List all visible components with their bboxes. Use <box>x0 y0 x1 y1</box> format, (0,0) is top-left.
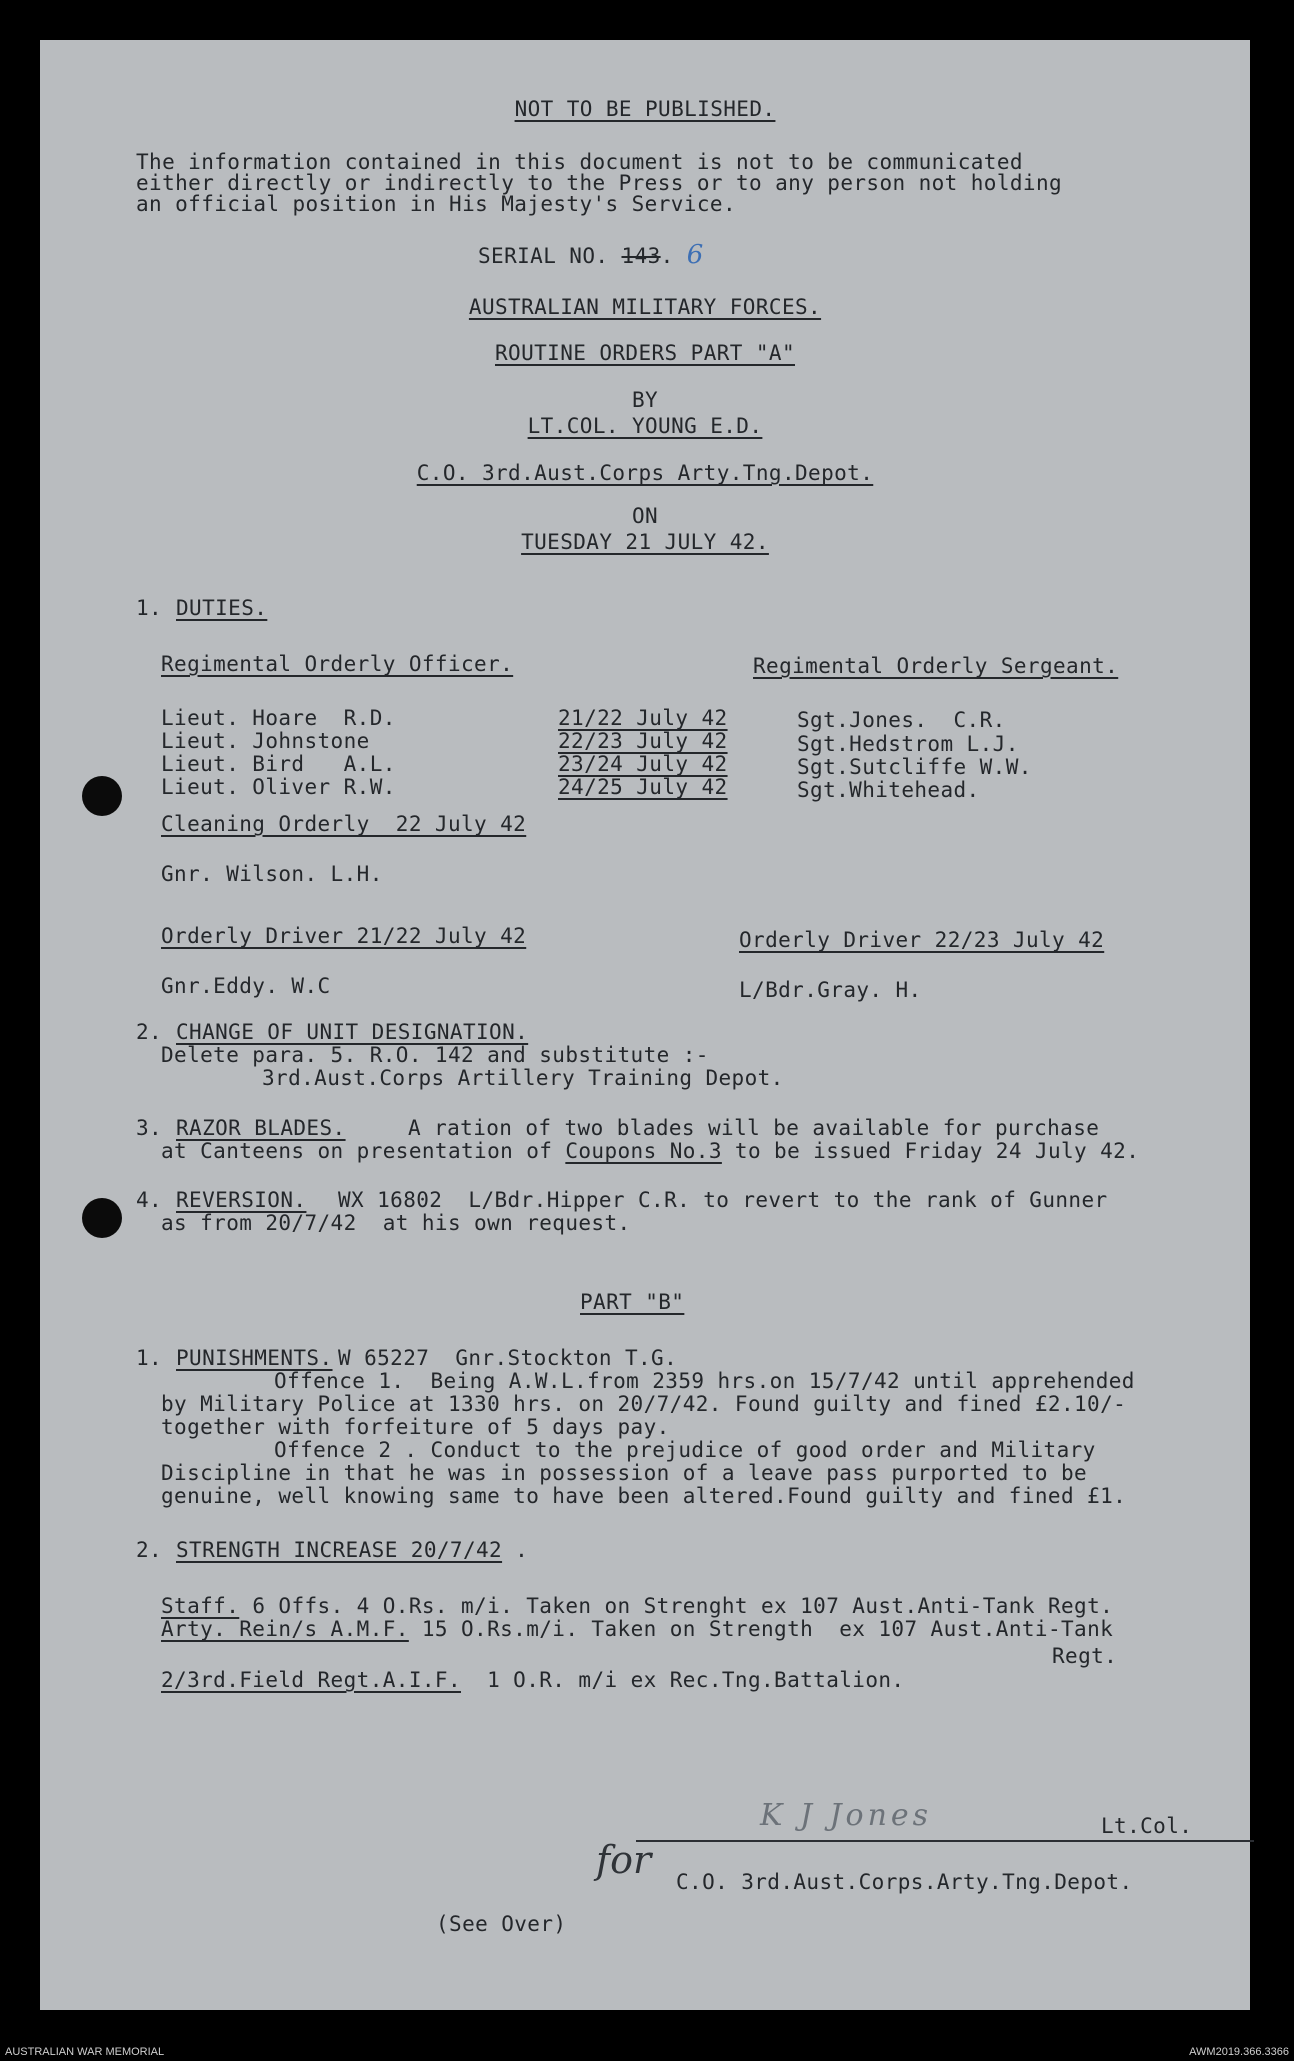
for-mark: for <box>596 1838 652 1882</box>
change-designation-text: 3rd.Aust.Corps Artillery Training Depot. <box>262 1066 784 1090</box>
item-number: 3. <box>136 1116 163 1140</box>
punishments-heading: PUNISHMENTS. <box>176 1346 333 1370</box>
see-over-note: (See Over) <box>436 1912 567 1936</box>
punishment-line: by Military Police at 1330 hrs. on 20/7/42. Found guilty and fined £2.10/- <box>161 1392 1127 1416</box>
cleaning-orderly-heading: Cleaning Orderly 22 July 42 <box>161 812 527 836</box>
razor-blades-text: at Canteens on presentation of Coupons No.3 to be issued Friday 24 July 42. <box>161 1139 1140 1163</box>
arty-strength-line-cont: Regt. <box>1052 1644 1118 1668</box>
not-published-heading: NOT TO BE PUBLISHED. <box>514 97 776 121</box>
orderly-officer-name: Lieut. Hoare R.D. <box>161 706 396 730</box>
orderly-officer-name: Lieut. Oliver R.W. <box>161 775 396 799</box>
signatory-rank: Lt.Col. <box>1101 1814 1193 1838</box>
orderly-officer-name: Lieut. Johnstone <box>161 729 370 753</box>
orderly-driver-heading: Orderly Driver 21/22 July 42 <box>161 924 527 948</box>
orderly-officer-heading: Regimental Orderly Officer. <box>161 652 514 676</box>
notice-line: either directly or indirectly to the Press or to any person not holding <box>136 171 1063 195</box>
coupons-reference: Coupons No.3 <box>565 1139 722 1163</box>
duty-dates: 22/23 July 42 <box>558 729 728 753</box>
duty-dates: 21/22 July 42 <box>558 706 728 730</box>
orderly-driver-heading: Orderly Driver 22/23 July 42 <box>739 928 1105 952</box>
orders-date: TUESDAY 21 JULY 42. <box>521 530 769 554</box>
punch-hole <box>82 776 122 816</box>
archive-reference: AWM2019.366.3366 <box>1189 2046 1289 2058</box>
duty-dates: 24/25 July 42 <box>558 775 728 799</box>
serial-number-handwritten: 6 <box>686 240 704 270</box>
orderly-sergeant-name: Sgt.Hedstrom L.J. <box>797 732 1019 756</box>
punishments-subject: W 65227 Gnr.Stockton T.G. <box>338 1346 678 1370</box>
punishment-line: Offence 1. Being A.W.L.from 2359 hrs.on 15/7/42 until apprehended <box>274 1369 1135 1393</box>
duty-dates: 23/24 July 42 <box>558 752 728 776</box>
change-designation-heading: CHANGE OF UNIT DESIGNATION. <box>176 1020 529 1044</box>
punishment-line: genuine, well knowing same to have been altered.Found guilty and fined £1. <box>161 1484 1127 1508</box>
cleaning-orderly-name: Gnr. Wilson. L.H. <box>161 862 383 886</box>
forces-heading: AUSTRALIAN MILITARY FORCES. <box>468 295 822 319</box>
item-number: 2. <box>136 1538 163 1562</box>
reversion-text: WX 16802 L/Bdr.Hipper C.R. to revert to the rank of Gunner <box>338 1188 1108 1212</box>
orderly-sergeant-heading: Regimental Orderly Sergeant. <box>753 654 1119 678</box>
unit-name: C.O. 3rd.Aust.Corps Arty.Tng.Depot. <box>416 461 874 485</box>
orderly-sergeant-name: Sgt.Sutcliffe W.W. <box>797 755 1032 779</box>
item-number: 1. <box>136 1346 163 1370</box>
orderly-officer-name: Lieut. Bird A.L. <box>161 752 396 776</box>
reversion-text: as from 20/7/42 at his own request. <box>161 1211 631 1235</box>
by-label: BY <box>631 388 659 412</box>
signatory-position: C.O. 3rd.Aust.Corps.Arty.Tng.Depot. <box>676 1870 1133 1894</box>
handwritten-signature: K J Jones <box>760 1798 933 1833</box>
strength-increase-heading: STRENGTH INCREASE 20/7/42 . <box>176 1538 529 1562</box>
change-designation-text: Delete para. 5. R.O. 142 and substitute :- <box>161 1043 709 1067</box>
razor-blades-heading: RAZOR BLADES. <box>176 1116 346 1140</box>
orderly-sergeant-name: Sgt.Jones. C.R. <box>797 708 1006 732</box>
field-regt-strength-line: 2/3rd.Field Regt.A.I.F. 1 O.R. m/i ex Rec.Tng.Battalion. <box>161 1668 905 1692</box>
commanding-officer: LT.COL. YOUNG E.D. <box>527 414 763 438</box>
item-number: 2. <box>136 1020 163 1044</box>
punishment-line: together with forfeiture of 5 days pay. <box>161 1415 670 1439</box>
punch-hole <box>82 1198 122 1238</box>
arty-strength-line: Arty. Rein/s A.M.F. 15 O.Rs.m/i. Taken on Strength ex 107 Aust.Anti-Tank <box>161 1617 1114 1641</box>
archive-credit: AUSTRALIAN WAR MEMORIAL <box>5 2046 165 2058</box>
document-sheet <box>40 40 1250 2010</box>
duties-heading: DUTIES. <box>176 596 268 620</box>
part-b-heading: PART "B" <box>580 1290 685 1314</box>
signature-line <box>636 1840 1254 1842</box>
orderly-driver-name: Gnr.Eddy. W.C <box>161 974 331 998</box>
orderly-sergeant-name: Sgt.Whitehead. <box>797 778 980 802</box>
item-number: 4. <box>136 1188 163 1212</box>
notice-line: an official position in His Majesty's Service. <box>136 192 736 216</box>
routine-orders-heading: ROUTINE ORDERS PART "A" <box>495 341 795 365</box>
reversion-heading: REVERSION. <box>176 1188 307 1212</box>
punishment-line: Offence 2 . Conduct to the prejudice of good order and Military <box>274 1438 1096 1462</box>
razor-blades-text: A ration of two blades will be available for purchase <box>408 1116 1100 1140</box>
serial-number: SERIAL NO. 143. 6 <box>478 240 704 270</box>
duties-number: 1. <box>136 596 163 620</box>
staff-strength-line: Staff. 6 Offs. 4 O.Rs. m/i. Taken on Strenght ex 107 Aust.Anti-Tank Regt. <box>161 1594 1114 1618</box>
on-label: ON <box>631 504 659 528</box>
notice-line: The information contained in this document is not to be communicated <box>136 150 1023 174</box>
punishment-line: Discipline in that he was in possession of a leave pass purported to be <box>161 1461 1088 1485</box>
orderly-driver-name: L/Bdr.Gray. H. <box>739 978 922 1002</box>
